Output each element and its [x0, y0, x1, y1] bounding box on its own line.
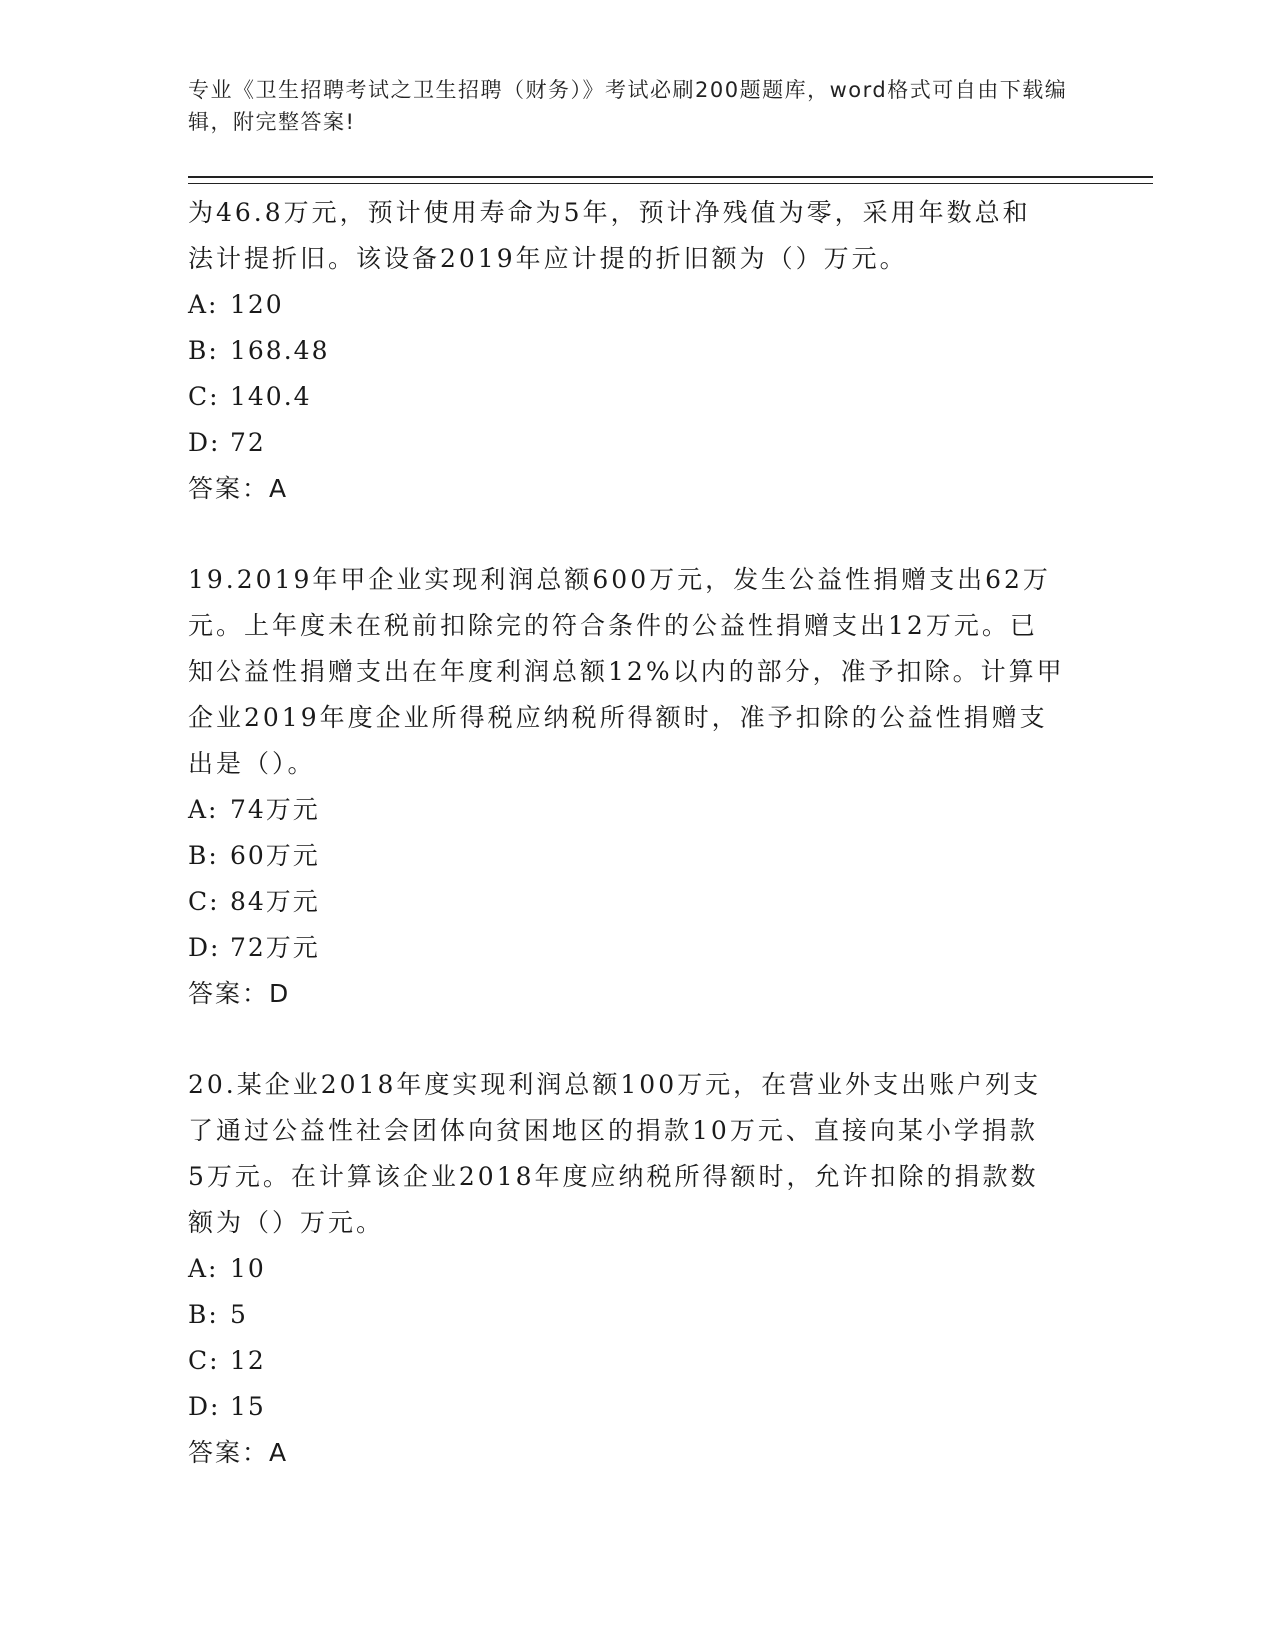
- answer-line: 答案：A: [188, 474, 289, 503]
- question-text: 为46.8万元，预计使用寿命为5年，预计净残值为零，采用年数总和 法计提折旧。该设备2019年应计提的折旧额为（）万元。: [188, 198, 1031, 273]
- option-a: A: 74万元: [188, 795, 320, 824]
- question-list: [188, 190, 1088, 1476]
- option-c: C: 140.4: [188, 382, 312, 411]
- option-list: [188, 1246, 1088, 1430]
- question-block: [188, 1062, 1088, 1476]
- option-c: C: 84万元: [188, 887, 320, 916]
- question-block: [188, 557, 1088, 1017]
- option-a: A: 10: [188, 1254, 266, 1283]
- question-text: 20.某企业2018年度实现利润总额100万元，在营业外支出账户列支 了通过公益性社会团体向贫困地区的捐款10万元、直接向某小学捐款 5万元。在计算该企业2018年度应纳税所得额时，允许扣除的捐款数 额为（）万元。: [188, 1070, 1042, 1237]
- option-a: A: 120: [188, 290, 284, 319]
- option-d: D: 72: [188, 428, 266, 457]
- question-block: [188, 190, 1088, 512]
- option-c: C: 12: [188, 1346, 266, 1375]
- page-header: 专业《卫生招聘考试之卫生招聘（财务）》考试必刷200题题库，word格式可自由下载编辑，附完整答案!: [188, 78, 1068, 134]
- option-d: D: 72万元: [188, 933, 320, 962]
- header-rule-thick: [188, 176, 1153, 178]
- option-b: B: 168.48: [188, 336, 330, 365]
- header-rule-thin: [188, 183, 1153, 184]
- answer-line: 答案：D: [188, 979, 291, 1008]
- question-text: 19.2019年甲企业实现利润总额600万元，发生公益性捐赠支出62万 元。上年度未在税前扣除完的符合条件的公益性捐赠支出12万元。已 知公益性捐赠支出在年度利润总额12%以内的部分，准予扣除。计算甲 企业2019年度企业所得税应纳税所得额时，准予扣除的公益性捐赠支 出是（）。: [188, 565, 1065, 778]
- option-b: B: 60万元: [188, 841, 320, 870]
- option-b: B: 5: [188, 1300, 248, 1329]
- option-list: [188, 282, 1088, 466]
- answer-line: 答案：A: [188, 1438, 289, 1467]
- option-list: [188, 787, 1088, 971]
- option-d: D: 15: [188, 1392, 266, 1421]
